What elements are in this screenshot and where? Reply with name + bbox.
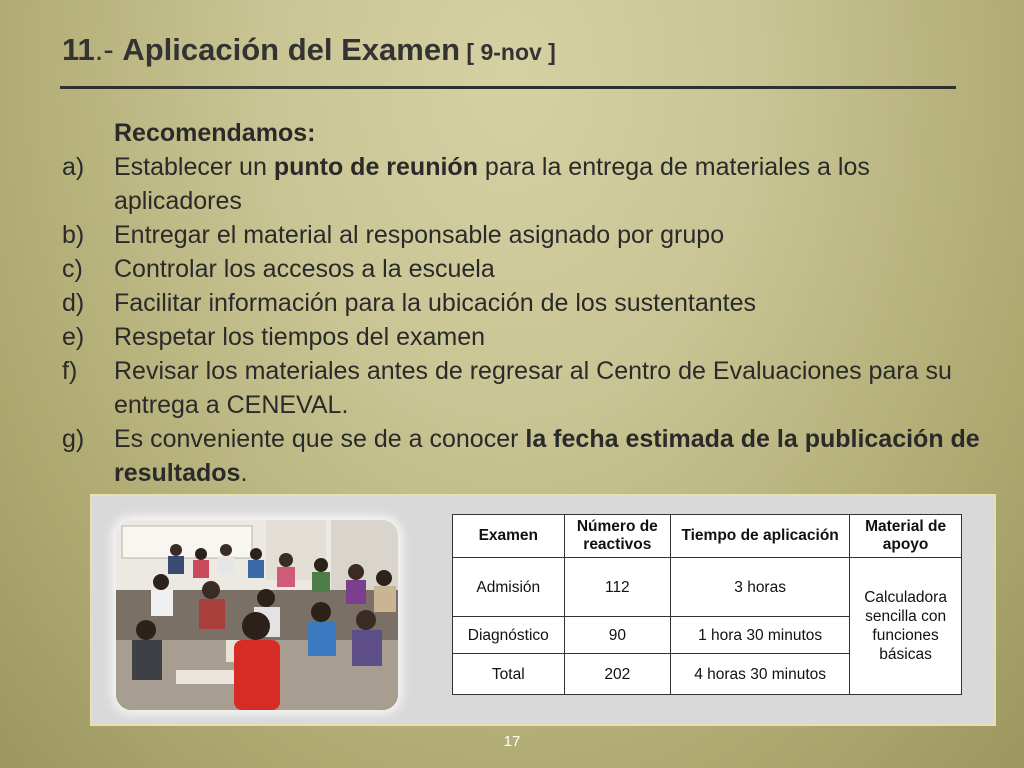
cell-examen: Diagnóstico	[453, 617, 565, 654]
info-panel	[90, 494, 996, 726]
item-text-pre: Es conveniente que se de a conocer	[114, 425, 526, 453]
list-item	[62, 422, 992, 490]
list-item	[62, 150, 992, 218]
item-text	[114, 354, 992, 422]
item-marker: a)	[62, 153, 85, 181]
header-material: Material de apoyo	[850, 515, 962, 558]
table-row	[453, 558, 962, 617]
title-underline	[60, 86, 956, 89]
cell-reactivos: 202	[564, 654, 670, 695]
item-text	[114, 150, 992, 218]
item-text-pre: Respetar los tiempos del examen	[114, 323, 486, 351]
recommendation-list	[62, 150, 992, 490]
page-number: 17	[503, 733, 521, 750]
list-item	[62, 252, 992, 286]
header-reactivos: Número de reactivos	[564, 515, 670, 558]
cell-reactivos: 112	[564, 558, 670, 617]
item-text-post: para la entrega de materiales a los aplicadores	[114, 153, 870, 215]
title-date: [ 9-nov ]	[460, 39, 556, 65]
classroom-photo	[116, 520, 398, 710]
item-marker: c)	[62, 255, 83, 283]
header-tiempo: Tiempo de aplicación	[671, 515, 850, 558]
title-text: Aplicación del Examen	[122, 32, 461, 67]
item-text	[114, 286, 992, 320]
item-text	[114, 218, 992, 252]
item-text-pre: Controlar los accesos a la escuela	[114, 255, 495, 283]
item-text-bold: punto de reunión	[273, 153, 478, 181]
cell-tiempo: 4 horas 30 minutos	[671, 654, 850, 695]
title-number: 11	[62, 32, 95, 67]
title-separator: .-	[94, 32, 123, 67]
list-item	[62, 320, 992, 354]
list-item	[62, 354, 992, 422]
slide-body	[62, 116, 992, 490]
item-marker: e)	[62, 323, 85, 351]
cell-examen: Admisión	[453, 558, 565, 617]
item-marker: g)	[62, 425, 85, 453]
slide-title	[62, 32, 556, 68]
item-text-pre: Entregar el material al responsable asignado por grupo	[114, 221, 725, 249]
item-text-post: .	[240, 459, 248, 487]
item-marker: b)	[62, 221, 85, 249]
item-text	[114, 252, 992, 286]
cell-reactivos: 90	[564, 617, 670, 654]
header-examen: Examen	[453, 515, 565, 558]
item-text	[114, 422, 992, 490]
item-text	[114, 320, 992, 354]
list-item	[62, 286, 992, 320]
cell-examen: Total	[453, 654, 565, 695]
classroom-illustration	[116, 520, 398, 710]
item-text-pre: Revisar los materiales antes de regresar al Centro de Evaluaciones para su entrega a CENEVAL.	[114, 357, 952, 419]
item-text-bold: la fecha estimada de la publicación de resultados	[114, 425, 980, 487]
item-text-pre: Facilitar información para la ubicación de los sustentantes	[114, 289, 757, 317]
cell-material: Calculadora sencilla con funciones básicas	[850, 558, 962, 695]
recommendations-heading: Recomendamos:	[114, 119, 316, 147]
list-item	[62, 218, 992, 252]
item-marker: d)	[62, 289, 85, 317]
cell-tiempo: 1 hora 30 minutos	[671, 617, 850, 654]
item-text-pre: Establecer un	[114, 153, 274, 181]
item-marker: f)	[62, 357, 78, 385]
cell-tiempo: 3 horas	[671, 558, 850, 617]
exam-table	[452, 514, 962, 695]
